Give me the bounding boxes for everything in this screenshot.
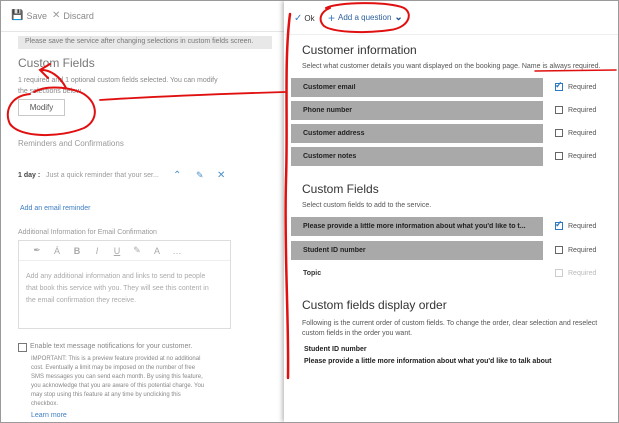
placeholder-line: Add any additional information and links to send to people (26, 273, 206, 280)
reminders-heading: Reminders and Confirmations (18, 139, 124, 148)
display-order-desc (302, 319, 612, 339)
customer-info-desc: Select what customer details you want displayed on the booking page. Name is always required. (302, 63, 601, 70)
field-label: Please provide a little more information about what you'd like to t... (303, 223, 526, 230)
ok-label: Ok (304, 14, 315, 23)
italic-icon[interactable]: I (95, 245, 99, 256)
add-question-button[interactable] (328, 12, 403, 23)
field-label: Customer email (303, 84, 356, 91)
required-label: Required (568, 106, 597, 114)
collapse-icon[interactable]: ⌃ (173, 170, 182, 181)
additional-info-editor[interactable] (18, 240, 231, 329)
note-line: SMS messages you can send each month. By using this feature, (31, 374, 203, 380)
sms-important-note (31, 355, 266, 420)
required-checkbox[interactable] (555, 222, 563, 230)
required-toggle-customer-address[interactable] (555, 129, 596, 137)
field-row-customer-address (291, 124, 543, 143)
modify-button[interactable]: Modify (18, 99, 65, 116)
close-icon: ✕ (52, 10, 61, 21)
font-color-icon[interactable]: A (153, 245, 160, 256)
required-toggle-phone-number[interactable] (555, 106, 596, 114)
field-row-customer-notes (291, 147, 543, 166)
custom-fields-desc-1: 1 required and 1 optional custom fields selected. You can modify (18, 77, 218, 84)
note-line: IMPORTANT: This is a preview feature provided at no additional (31, 356, 201, 362)
underline-icon[interactable]: U (113, 245, 121, 256)
field-label-topic[interactable]: Topic (303, 270, 322, 277)
order-item: Please provide a little more information about what you'd like to talk about (304, 358, 552, 365)
delete-icon[interactable]: ✕ (217, 170, 226, 181)
highlight-icon[interactable]: ✎ (133, 245, 141, 255)
field-row-phone-number (291, 101, 543, 120)
additional-info-label: Additional Information for Email Confirmation (18, 229, 157, 236)
edit-icon[interactable]: ✎ (196, 170, 204, 180)
required-toggle-customer-email[interactable] (555, 83, 596, 91)
custom-fields-heading: Custom Fields (18, 56, 95, 70)
custom-fields-desc: Select custom fields to add to the service. (302, 202, 432, 209)
required-toggle-customer-notes[interactable] (555, 152, 596, 160)
save-label: Save (26, 10, 47, 21)
required-toggle-topic (555, 269, 596, 277)
field-row-more-information (291, 217, 543, 236)
add-question-label: Add a question (338, 13, 392, 22)
customer-info-heading: Customer information (302, 43, 417, 57)
desc-line: custom fields in the order you want. (302, 330, 413, 337)
sms-checkbox[interactable] (18, 343, 27, 352)
discard-label: Discard (63, 10, 94, 21)
required-label: Required (568, 152, 597, 160)
left-toolbar (1, 1, 284, 32)
save-icon: 💾 (11, 10, 24, 21)
add-email-reminder-link[interactable]: Add an email reminder (20, 205, 91, 212)
note-line: may stop using this feature at any time by unclicking this (31, 392, 181, 398)
required-checkbox (555, 269, 563, 277)
plus-icon: + (328, 10, 336, 25)
required-checkbox[interactable] (555, 246, 563, 254)
placeholder-line: that book this service with you. They will see this content in (26, 285, 209, 292)
format-painter-icon[interactable]: ✒ (33, 245, 41, 255)
note-line: checkbox. (31, 401, 59, 407)
required-label: Required (568, 269, 597, 277)
required-label: Required (568, 222, 597, 230)
field-label: Phone number (303, 107, 353, 114)
required-checkbox[interactable] (555, 152, 563, 160)
display-order-heading: Custom fields display order (302, 298, 447, 312)
sms-label: Enable text message notifications for your customer. (30, 343, 193, 350)
ok-button[interactable] (294, 13, 315, 24)
required-checkbox[interactable] (555, 106, 563, 114)
customer-questions-panel (284, 1, 618, 422)
learn-more-link[interactable]: Learn more (31, 412, 67, 419)
required-toggle-more-information[interactable] (555, 222, 596, 230)
editor-toolbar (19, 241, 230, 261)
required-toggle-student-id[interactable] (555, 246, 596, 254)
service-settings-pane (1, 1, 284, 422)
required-label: Required (568, 129, 597, 137)
custom-fields-heading: Custom Fields (302, 182, 379, 196)
reminder-day: 1 day : (18, 172, 41, 179)
custom-fields-desc-2: the selections below. (18, 88, 83, 95)
more-icon[interactable]: … (172, 245, 182, 256)
order-item: Student ID number (304, 346, 367, 353)
required-label: Required (568, 83, 597, 91)
field-label: Customer notes (303, 153, 357, 160)
required-checkbox[interactable] (555, 83, 563, 91)
required-label: Required (568, 246, 597, 254)
field-label: Customer address (303, 130, 365, 137)
placeholder-line: the email confirmation they receive. (26, 297, 137, 304)
desc-line: Following is the current order of custom fields. To change the order, clear selection and reselect (302, 320, 598, 327)
editor-placeholder (26, 271, 226, 307)
save-button[interactable] (11, 10, 47, 21)
note-line: you acknowledge that you are aware of this potential charge. You (31, 383, 205, 389)
note-line: cost. Eventually a limit may be imposed on the number of free (31, 365, 196, 371)
field-row-student-id (291, 241, 543, 260)
field-label: Student ID number (303, 247, 366, 254)
reminder-row (18, 169, 230, 185)
font-size-icon[interactable]: Á (53, 245, 60, 256)
discard-button[interactable] (52, 10, 94, 21)
reminder-text[interactable]: Just a quick reminder that your ser... (46, 172, 159, 179)
right-toolbar (284, 1, 618, 35)
required-checkbox[interactable] (555, 129, 563, 137)
chevron-down-icon: ⌄ (394, 12, 403, 23)
save-notice: Please save the service after changing selections in custom fields screen. (18, 36, 272, 49)
check-icon: ✓ (294, 13, 303, 24)
bold-icon[interactable]: B (73, 245, 81, 256)
field-row-customer-email (291, 78, 543, 97)
